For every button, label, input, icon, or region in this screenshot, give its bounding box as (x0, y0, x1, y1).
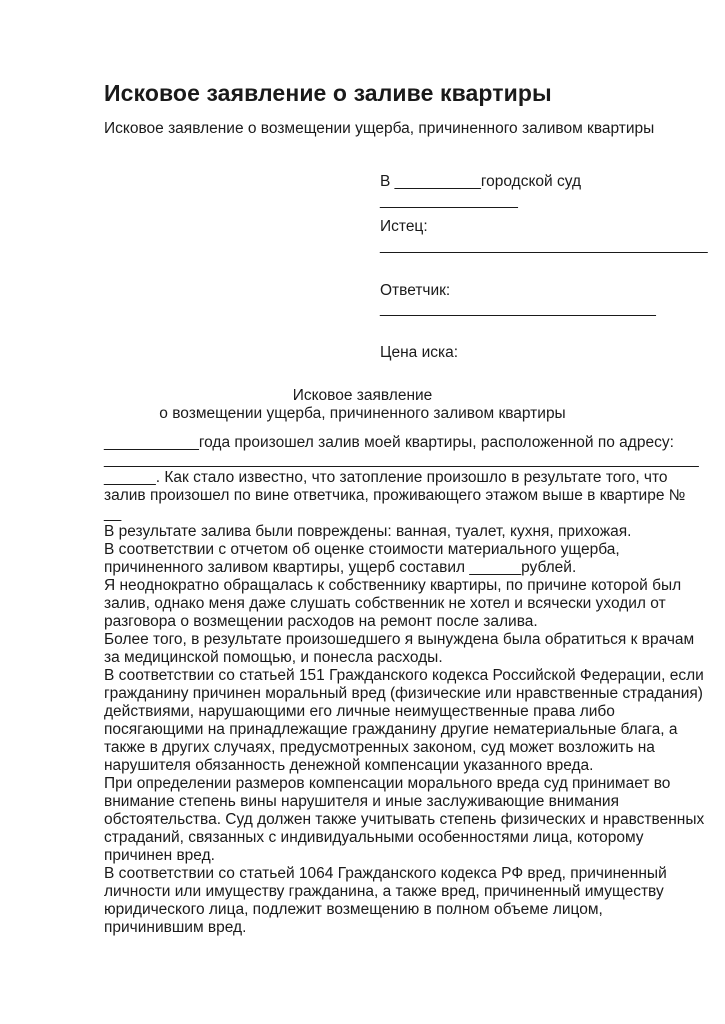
body-line: В соответствии со статьей 151 Гражданского кодекса Российской Федерации, если (104, 667, 704, 684)
body-line: При определении размеров компенсации морального вреда суд принимает во (104, 775, 671, 792)
statement-heading-sub: о возмещении ущерба, причиненного заливом квартиры (159, 405, 566, 422)
document-subtitle: Исковое заявление о возмещении ущерба, причиненного заливом квартиры (104, 120, 655, 137)
claim-price-label: Цена иска: (380, 344, 459, 361)
body-line: за медицинской помощью, и понесла расходы. (104, 649, 443, 666)
body-line: внимание степень вины нарушителя и иные заслуживающие внимания (104, 793, 619, 810)
body-line: гражданину причинен моральный вред (физические или нравственные страдания) (104, 685, 703, 702)
plaintiff-label: Истец: (380, 218, 428, 235)
body-line: В соответствии со статьей 1064 Гражданского кодекса РФ вред, причиненный (104, 865, 667, 882)
body-line: нарушителя обязанность денежной компенсации указанного вреда. (104, 757, 594, 774)
body-line: причиненного заливом квартиры, ущерб составил ______рублей. (104, 559, 577, 576)
court-line: В __________городской суд (380, 173, 582, 190)
body-line: залив, однако меня даже слушать собственник не хотел и всячески уходил от (104, 595, 666, 612)
body-line: обстоятельства. Суд должен также учитывать степень физических и нравственных (104, 811, 705, 828)
body-line: разговора о возмещении расходов на ремонт после залива. (104, 613, 538, 630)
body-line: юридического лица, подлежит возмещению в полном объеме лицом, (104, 901, 603, 918)
body-line: _____________________________________________________________________ (104, 451, 699, 468)
plaintiff-blank-line: ______________________________________ (380, 237, 708, 254)
body-line: В соответствии с отчетом об оценке стоимости материального ущерба, (104, 541, 620, 558)
document-title: Исковое заявление о заливе квартиры (104, 80, 552, 106)
body-line: также в других случаях, предусмотренных законом, суд может возложить на (104, 739, 655, 756)
statement-heading: Исковое заявление (292, 387, 433, 404)
body-line: ______. Как стало известно, что затопление произошло в результате того, что (104, 469, 668, 486)
body-line: Более того, в результате произошедшего я вынуждена была обратиться к врачам (104, 631, 695, 648)
body-line: посягающими на принадлежащие гражданину другие нематериальные блага, а (104, 721, 678, 738)
body-line: причинен вред. (104, 847, 215, 864)
body-line: Я неоднократно обращалась к собственнику квартиры, по причине которой был (104, 577, 682, 594)
body-line: __ (104, 505, 122, 522)
defendant-label: Ответчик: (380, 282, 451, 299)
defendant-blank-line: ________________________________ (380, 300, 656, 317)
body-line: страданий, связанных с индивидуальными особенностями лица, которому (104, 829, 644, 846)
body-line: В результате залива были повреждены: ванная, туалет, кухня, прихожая. (104, 523, 632, 540)
body-line: действиями, нарушающими его личные неимущественные права либо (104, 703, 615, 720)
body-line: причинившим вред. (104, 919, 247, 936)
body-line: личности или имуществу гражданина, а также вред, причиненный имуществу (104, 883, 664, 900)
body-line: ___________года произошел залив моей квартиры, расположенной по адресу: (104, 434, 674, 451)
body-line: залив произошел по вине ответчика, проживающего этажом выше в квартире № (104, 487, 686, 504)
court-blank-line: ________________ (380, 192, 518, 209)
